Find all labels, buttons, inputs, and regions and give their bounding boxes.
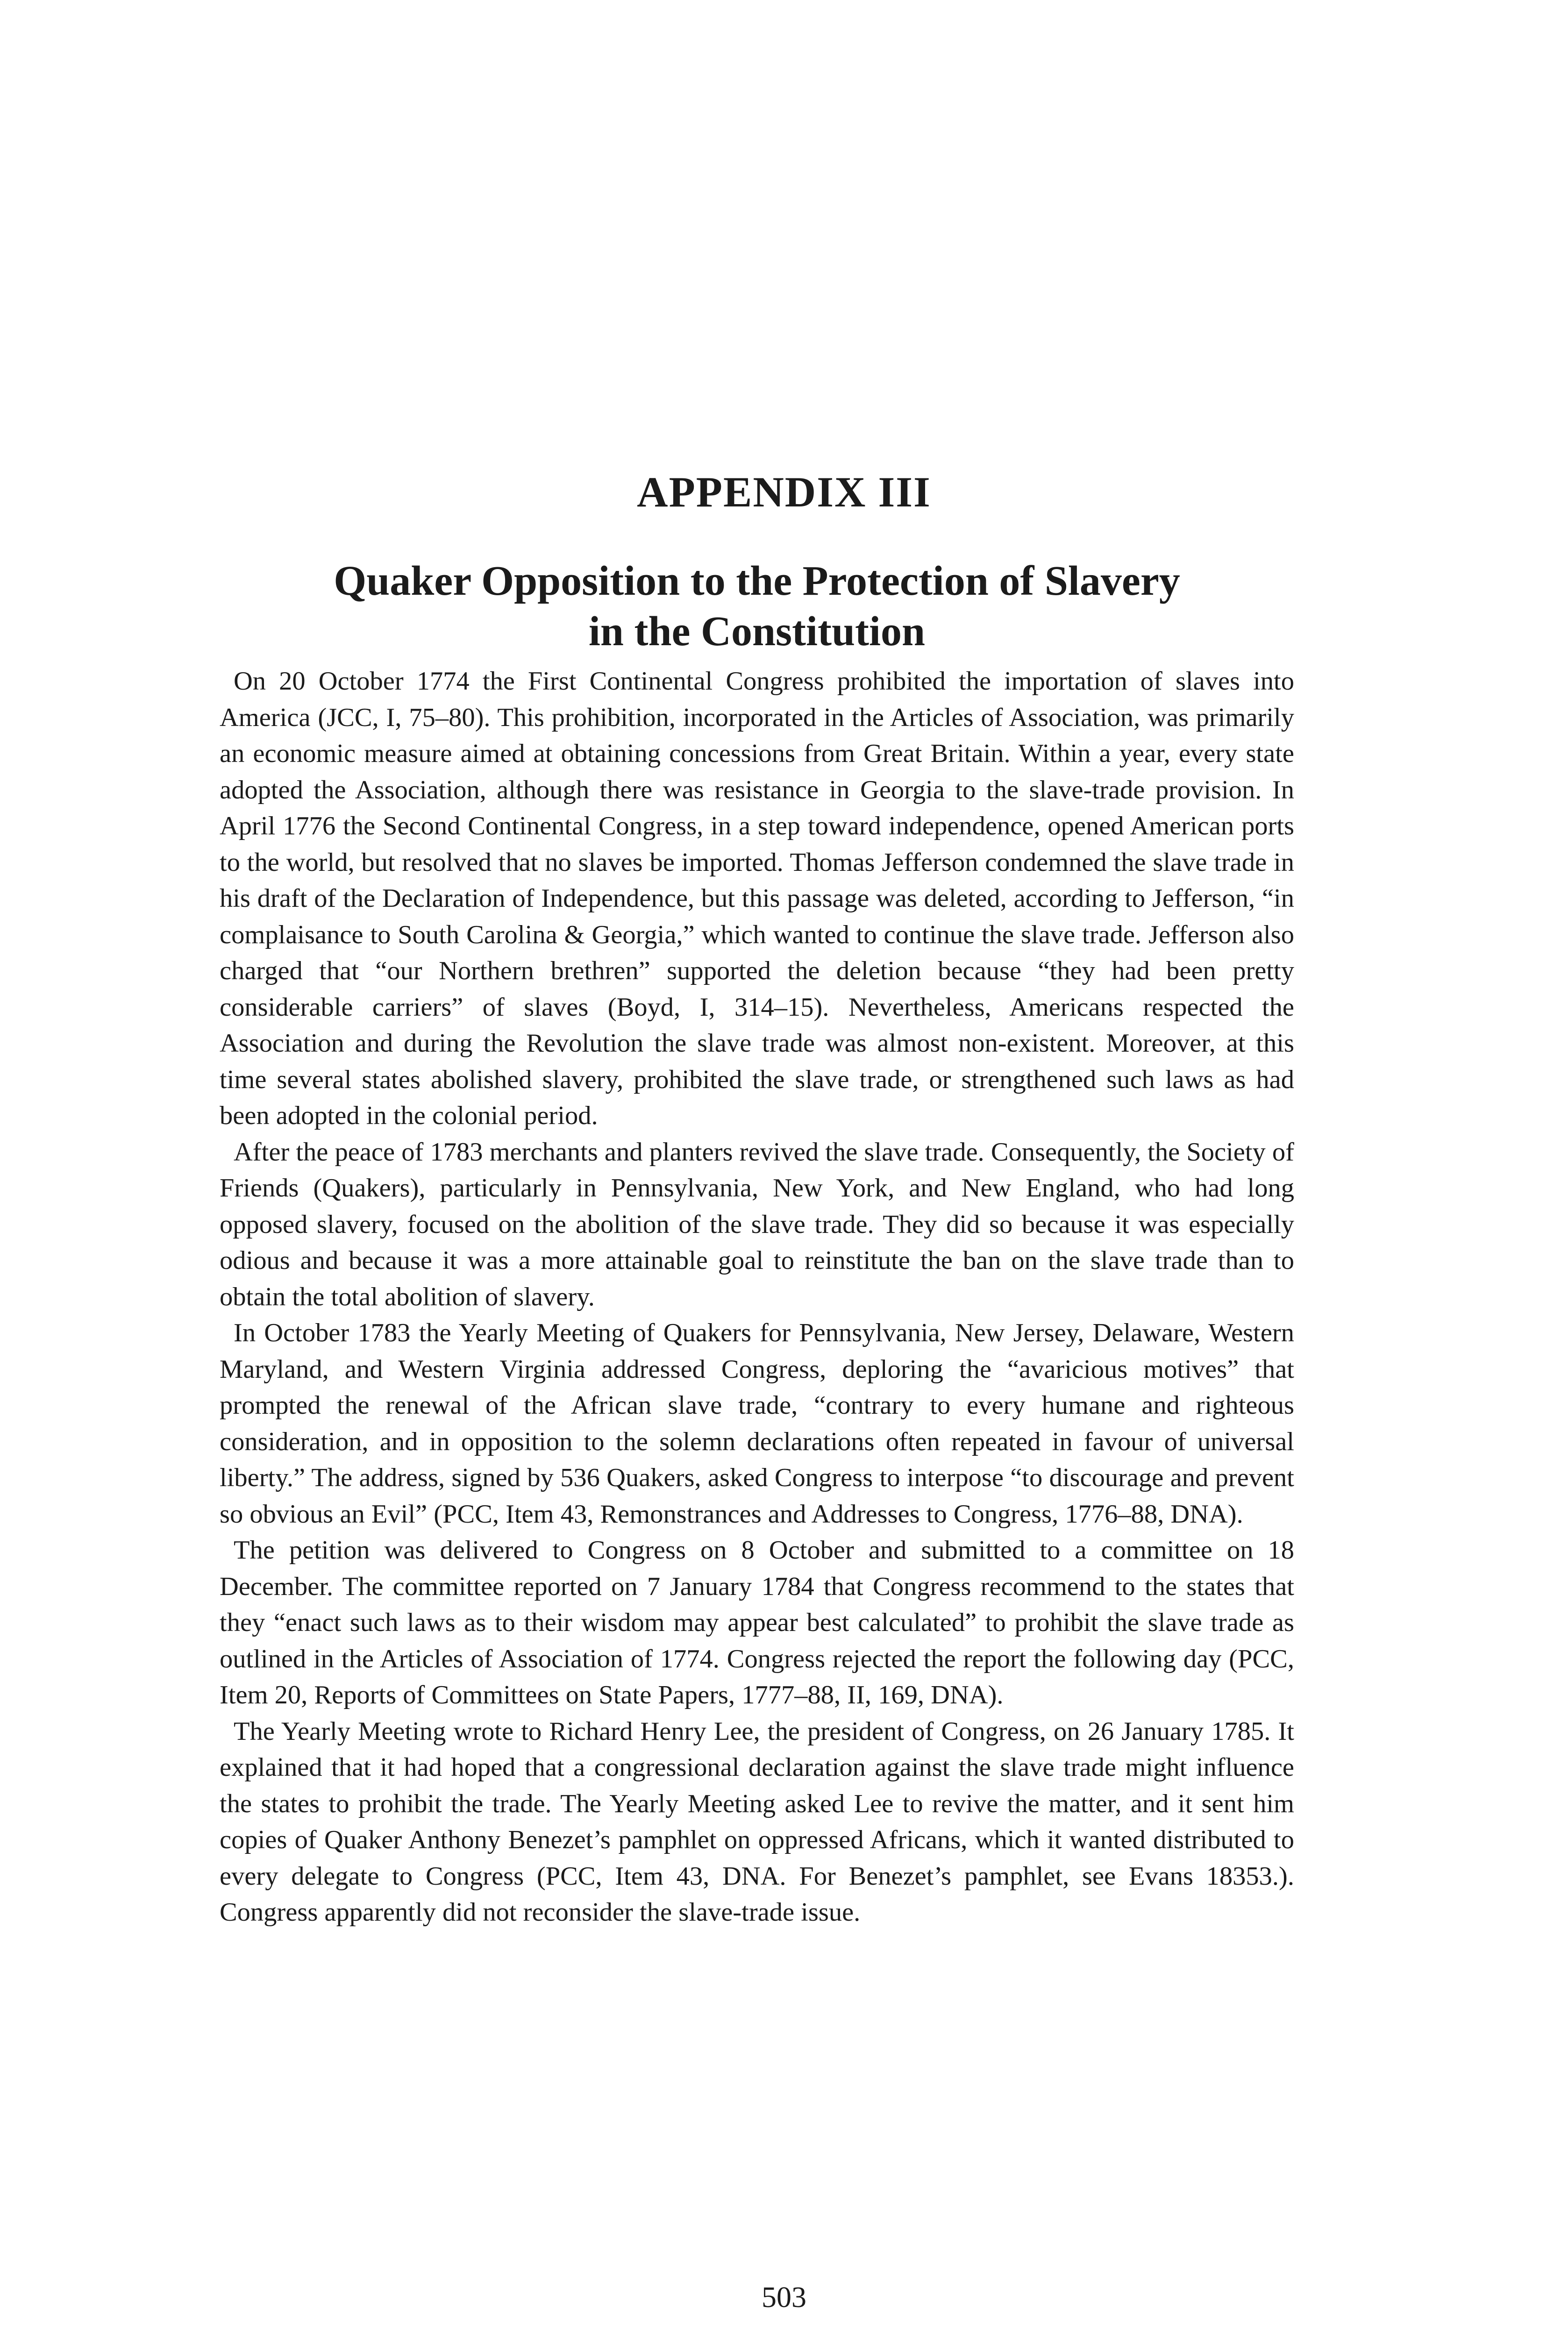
paragraph-3: In October 1783 the Yearly Meeting of Quakers for Pennsylvania, New Jersey, Delaware, Western Maryland, and Western Virginia addressed Congress, deploring the “avaricious motives” that prompted the renewal of the African slave trade, “contrary to every humane and righteous consideration, and in opposition to the solemn declarations often repeated in favour of universal liberty.” The address, signed by 536 Quakers, asked Congress to interpose “to discourage and prevent so obvious an Evil” (PCC, Item 43, Remonstrances and Addresses to Congress, 1776–88, DNA).: [220, 1318, 1294, 1529]
page-number: 503: [762, 2280, 806, 2314]
body-text: [220, 663, 1294, 1931]
chapter-title-line-1: Quaker Opposition to the Protection of Slavery: [334, 558, 1180, 604]
paragraph-1: On 20 October 1774 the First Continental Congress prohibited the importation of slaves into America (JCC, I, 75–80). This prohibition, incorporated in the Articles of Association, was primarily an economic measure aimed at obtaining concessions from Great Britain. Within a year, every state adopted the Association, although there was resistance in Georgia to the slave-trade provision. In April 1776 the Second Continental Congress, in a step toward independence, opened American ports to the world, but resolved that no slaves be imported. Thomas Jefferson condemned the slave trade in his draft of the Declaration of Independence, but this passage was deleted, according to Jefferson, “in complaisance to South Carolina & Georgia,” which wanted to continue the slave trade. Jefferson also charged that “our Northern brethren” supported the deletion because “they had been pretty considerable carriers” of slaves (Boyd, I, 314–15). Nevertheless, Americans respected the Association and during the Revolution the slave trade was almost non-existent. Moreover, at this time several states abolished slavery, prohibited the slave trade, or strengthened such laws as had been adopted in the colonial period.: [220, 667, 1294, 1130]
paragraph-2: After the peace of 1783 merchants and planters revived the slave trade. Consequently, the Society of Friends (Quakers), particularly in Pennsylvania, New York, and New England, who had long opposed slavery, focused on the abolition of the slave trade. They did so because it was especially odious and because it was a more attainable goal to reinstitute the ban on the slave trade than to obtain the total abolition of slavery.: [220, 1137, 1294, 1311]
chapter-title-line-2: in the Constitution: [588, 608, 926, 655]
paragraph-4: The petition was delivered to Congress on 8 October and submitted to a committee on 18 December. The committee reported on 7 January 1784 that Congress recommend to the states that they “enact such laws as to their wisdom may appear best calculated” to prohibit the slave trade as outlined in the Articles of Association of 1774. Congress rejected the report the following day (PCC, Item 20, Reports of Committees on State Papers, 1777–88, II, 169, DNA).: [220, 1536, 1294, 1709]
paragraph-5: The Yearly Meeting wrote to Richard Henry Lee, the president of Congress, on 26 January 1785. It explained that it had hoped that a congressional declaration against the slave trade might influence the states to prohibit the trade. The Yearly Meeting asked Lee to revive the matter, and it sent him copies of Quaker Anthony Benezet’s pamphlet on oppressed Africans, which it wanted distributed to every delegate to Congress (PCC, Item 43, DNA. For Benezet’s pamphlet, see Evans 18353.). Congress apparently did not reconsider the slave-trade issue.: [220, 1716, 1294, 1927]
chapter-title: [220, 556, 1294, 657]
appendix-title: APPENDIX III: [637, 468, 931, 516]
